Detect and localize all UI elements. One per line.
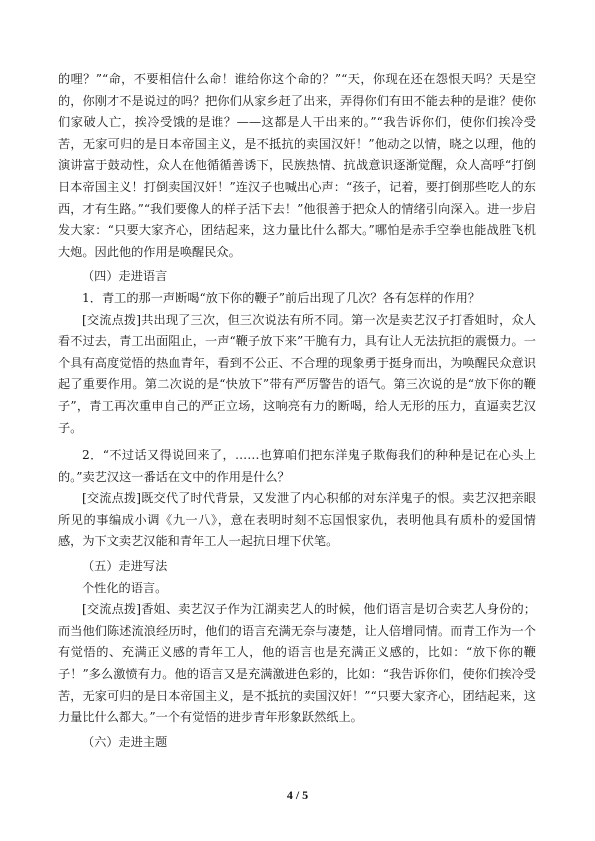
answer-3: [交流点拨]香姐、卖艺汉子作为江湖卖艺人的时候，他们语言是切合卖艺人身份的；而当他们陈述流浪经历时，他们的语言充满无奈与凄楚，让人倍增同情。而青工作为一个有觉悟的、充满正义感的青年工人，他的语言也是充满正义感的，比如：“放下你的鞭子！”多么激愤有力。他的语言又是充满激进色彩的，比如：“我告诉你们，使你们挨冷受苦，无家可归的是日本帝国主义，是不抵抗的卖国汉奸！”“只要大家齐心，团结起来，这力量比什么都大。”一个有觉悟的进步青年形象跃然纸上。 bbox=[58, 602, 536, 725]
paragraph-continuation: 的哩？”“命，不要相信什么命！谁给你这个命的？”“天，你现在还在怨恨天吗？天是空的，你刚才不是说过的吗？把你们从家乡赶了出来，弄得你们有田不能去种的是谁？使你们家破人亡，挨冷受饿的是谁？——这都是人干出来的。”“我告诉你们，使你们挨冷受苦，无家可归的是日本帝国主义，是不抵抗的卖国汉奸！”他动之以情，晓之以理，他的演讲富于鼓动性，众人在他循循善诱下，民族热情、抗战意识逐渐觉醒，众人高呼“打倒日本帝国主义！打倒卖国汉奸！”连汉子也喊出心声：“孩子，记着，要打倒那些吃人的东西，才有生路。”“我们要像人的样子活下去！”他很善于把众人的情绪引向深入。进一步启发大家：“只要大家齐心，团结起来，这力量比什么都大。”哪怕是赤手空拳也能战胜飞机大炮。因此他的作用是唤醒民众。 bbox=[58, 72, 536, 259]
question-2: 2．“不过话又得说回来了，……也算咱们把东洋鬼子欺侮我们的种种是记在心头上的。”卖艺汉这一番话在文中的作用是什么？ bbox=[58, 448, 536, 484]
page-number: 4 / 5 bbox=[286, 788, 309, 802]
section-heading-theme: （六）走进主题 bbox=[82, 734, 168, 749]
section-heading-writing: （五）走进写法 bbox=[82, 559, 168, 574]
question-1: 1．青工的那一声断喝“放下你的鞭子”前后出现了几次？各有怎样的作用？ bbox=[82, 290, 481, 305]
writing-subtopic: 个性化的语言。 bbox=[82, 580, 168, 595]
section-heading-language: （四）走进语言 bbox=[82, 269, 168, 284]
answer-2: [交流点拨]既交代了时代背景，又发泄了内心积郁的对东洋鬼子的恨。卖艺汉把亲眼所见的事编成小调《九一八》，意在表明时刻不忘国恨家仇，表明他具有质朴的爱国情感，为下文卖艺汉能和青年工人一起抗日埋下伏笔。 bbox=[58, 491, 536, 549]
page-content bbox=[58, 69, 536, 753]
answer-1: [交流点拨]共出现了三次，但三次说法有所不同。第一次是卖艺汉子打香姐时，众人看不过去，青工出面阻止，一声“鞭子放下来”干脆有力，具有让人无法抗拒的震慑力。一个具有高度觉悟的热血青年，看到不公正、不合理的现象勇于挺身而出，为唤醒民众意识起了重要作用。第二次说的是“快放下”带有严厉警告的语气。第三次说的是“放下你的鞭子”，青工再次重申自己的严正立场，这响亮有力的断喝，给人无形的压力，直逼卖艺汉子。 bbox=[58, 312, 536, 435]
